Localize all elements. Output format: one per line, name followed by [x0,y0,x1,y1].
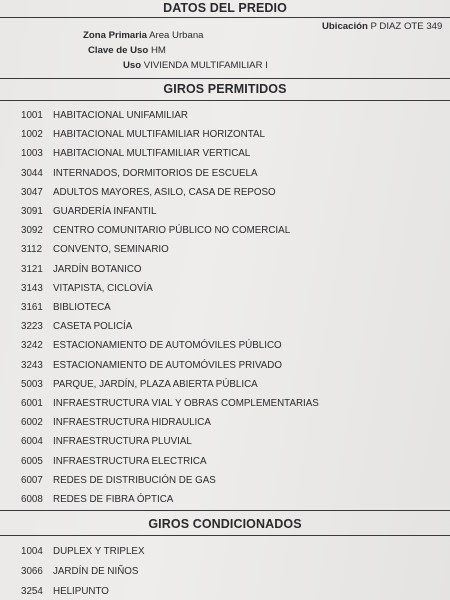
giro-name: HABITACIONAL MULTIFAMILIAR VERTICAL [53,148,251,160]
giro-code: 6002 [21,417,43,429]
list-item [21,244,169,255]
ubicacion-value: P DIAZ OTE 349 [370,21,443,32]
list-item [21,566,138,577]
giro-name: ESTACIONAMIENTO DE AUTOMÓVILES PRIVADO [53,359,283,371]
condicionados-title: GIROS CONDICIONADOS [148,517,302,531]
list-item [21,225,290,236]
giro-code: 3242 [21,340,43,352]
ubicacion [322,21,442,32]
giro-name: REDES DE FIBRA ÓPTICA [53,494,174,505]
list-item [21,206,156,217]
giro-name: HABITACIONAL MULTIFAMILIAR HORIZONTAL [53,129,265,141]
giro-code: 1003 [21,148,43,160]
giro-name: PARQUE, JARDÍN, PLAZA ABIERTA PÚBLICA [53,378,258,390]
permitidos-title-rule [0,100,450,101]
clave-label: Clave de Uso [88,45,149,56]
list-item [21,129,265,140]
list-item [21,546,144,557]
giro-name: INFRAESTRUCTURA VIAL Y OBRAS COMPLEMENTARIAS [53,398,319,409]
giro-code: 3254 [21,586,43,597]
list-item [21,417,211,428]
giro-name: INTERNADOS, DORMITORIOS DE ESCUELA [53,167,258,179]
giro-code: 3066 [21,566,43,577]
giro-code: 6004 [21,436,43,448]
list-item [21,456,207,467]
giro-code: 6005 [21,455,43,467]
list-item [21,110,188,121]
list-item [21,379,258,390]
condicionados-top-rule [0,510,450,511]
giro-name: JARDÍN DE NIÑOS [53,566,139,577]
giro-name: ESTACIONAMIENTO DE AUTOMÓVILES PÚBLICO [53,340,282,352]
giro-name: VITAPISTA, CICLOVÍA [53,282,153,294]
list-item [21,340,282,351]
giro-name: INFRAESTRUCTURA PLUVIAL [53,436,192,448]
giro-code: 3161 [21,302,43,313]
giro-name: JARDÍN BOTANICO [53,263,142,275]
condicionados-title-rule [0,535,450,536]
permitidos-title: GIROS PERMITIDOS [163,82,287,96]
giro-code: 6001 [21,398,43,409]
list-item [21,168,258,179]
giro-code: 6008 [21,494,43,505]
giro-code: 3092 [21,225,43,237]
giro-code: 3047 [21,186,43,198]
clave-value: HM [150,45,166,56]
giro-name: GUARDERÍA INFANTIL [53,206,157,217]
giro-name: ADULTOS MAYORES, ASILO, CASA DE REPOSO [53,186,276,198]
giro-name: DUPLEX Y TRIPLEX [53,546,145,557]
giro-name: CONVENTO, SEMINARIO [53,244,169,256]
giro-name: BIBLIOTECA [53,302,111,313]
uso-label: Uso [123,60,142,71]
predio-title-rule [0,17,450,18]
list-item [21,302,111,313]
list-item [21,360,282,371]
list-item [21,398,319,409]
giro-name: REDES DE DISTRIBUCIÓN DE GAS [53,474,216,486]
ubicacion-label: Ubicación [322,21,368,32]
giro-code: 1001 [21,110,43,121]
list-item [21,436,192,447]
zona-label: Zona Primaria [83,30,147,41]
giro-name: HABITACIONAL UNIFAMILIAR [53,110,189,121]
list-item [21,475,216,486]
giro-code: 1004 [21,546,43,557]
giro-code: 3044 [21,167,43,179]
giro-code: 3091 [21,206,43,217]
predio-title: DATOS DEL PREDIO [163,1,287,15]
uso [123,60,268,71]
giro-code: 3112 [21,244,43,256]
giro-name: HELIPUNTO [53,586,109,597]
giro-code: 5003 [21,378,43,390]
uso-value: VIVIENDA MULTIFAMILIAR I [143,60,268,71]
list-item [21,283,153,294]
giro-code: 1002 [21,129,43,141]
list-item [21,321,132,332]
zona-primaria [83,30,204,41]
giro-code: 3143 [21,282,43,294]
list-item [21,148,250,159]
list-item [21,494,173,505]
giro-name: INFRAESTRUCTURA HIDRAULICA [53,417,211,429]
giro-code: 3223 [21,321,43,333]
permitidos-top-rule [0,78,450,79]
giro-code: 3243 [21,359,43,371]
giro-code: 3121 [21,263,43,275]
giro-name: CENTRO COMUNITARIO PÚBLICO NO COMERCIAL [53,225,291,237]
giro-name: INFRAESTRUCTURA ELECTRICA [53,455,207,467]
giro-code: 6007 [21,474,43,486]
zona-value: Area Urbana [149,30,204,41]
list-item [21,264,142,275]
list-item [21,586,109,597]
giro-name: CASETA POLICÍA [53,321,133,333]
clave-de-uso [88,45,166,56]
list-item [21,187,276,198]
